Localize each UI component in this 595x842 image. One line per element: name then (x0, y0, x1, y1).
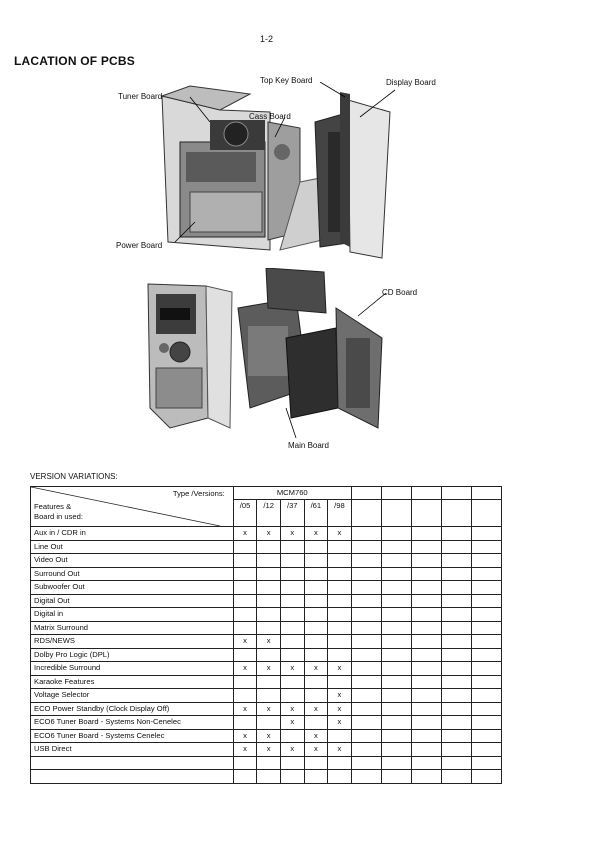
mark-cell (441, 648, 471, 662)
mark-cell (280, 621, 304, 635)
mark-cell (441, 729, 471, 743)
mark-cell: x (328, 702, 352, 716)
table-row (31, 594, 502, 608)
mark-cell (441, 635, 471, 649)
mark-cell (233, 540, 257, 554)
mark-cell (411, 621, 441, 635)
mark-cell (381, 581, 411, 595)
mark-cell (304, 716, 328, 730)
mark-cell: x (280, 527, 304, 541)
mark-cell (233, 581, 257, 595)
mark-cell (280, 581, 304, 595)
mark-cell (471, 743, 501, 757)
mark-cell (411, 743, 441, 757)
mark-cell (328, 540, 352, 554)
mark-cell (411, 635, 441, 649)
mark-cell (411, 567, 441, 581)
mark-cell (441, 540, 471, 554)
mark-cell (471, 716, 501, 730)
mark-cell (351, 540, 381, 554)
empty-header-cell (441, 487, 471, 500)
mark-cell (257, 554, 281, 568)
mark-cell (441, 581, 471, 595)
mark-cell (328, 648, 352, 662)
mark-cell (381, 567, 411, 581)
feature-cell: Karaoke Features (31, 675, 234, 689)
mark-cell (257, 756, 281, 770)
feature-cell: Digital in (31, 608, 234, 622)
pcb-location-photo-1 (150, 82, 410, 260)
mark-cell (257, 567, 281, 581)
mark-cell: x (233, 635, 257, 649)
mark-cell (381, 662, 411, 676)
mark-cell (441, 770, 471, 784)
mark-cell (280, 635, 304, 649)
table-header-corner (31, 487, 234, 527)
version-variations-title: VERSION VARIATIONS: (30, 472, 118, 481)
feature-cell: Matrix Surround (31, 621, 234, 635)
main-board-label: Main Board (288, 441, 329, 450)
mark-cell (411, 554, 441, 568)
mark-cell (471, 594, 501, 608)
mark-cell (233, 594, 257, 608)
mark-cell (471, 662, 501, 676)
mark-cell (441, 527, 471, 541)
mark-cell (280, 567, 304, 581)
mark-cell (381, 608, 411, 622)
mark-cell (351, 729, 381, 743)
feature-cell: ECO6 Tuner Board - Systems Non-Cenelec (31, 716, 234, 730)
mark-cell (441, 675, 471, 689)
feature-cell: ECO Power Standby (Clock Display Off) (31, 702, 234, 716)
mark-cell (233, 554, 257, 568)
mark-cell (257, 689, 281, 703)
mark-cell (381, 743, 411, 757)
mark-cell (381, 635, 411, 649)
mark-cell (351, 621, 381, 635)
mark-cell (304, 594, 328, 608)
table-row (31, 743, 502, 757)
mark-cell (411, 689, 441, 703)
mark-cell (280, 729, 304, 743)
mark-cell (381, 621, 411, 635)
mark-cell (351, 567, 381, 581)
mark-cell (257, 540, 281, 554)
mark-cell (471, 689, 501, 703)
mark-cell (411, 540, 441, 554)
table-row (31, 608, 502, 622)
mark-cell (441, 608, 471, 622)
mark-cell (304, 581, 328, 595)
mark-cell (441, 743, 471, 757)
mark-cell (351, 702, 381, 716)
mark-cell (280, 554, 304, 568)
mark-cell (257, 581, 281, 595)
feature-cell (31, 756, 234, 770)
features-label: Features & Board in used: (34, 502, 83, 521)
mark-cell (441, 662, 471, 676)
mark-cell (411, 770, 441, 784)
mark-cell (411, 756, 441, 770)
mark-cell: x (233, 729, 257, 743)
mark-cell (381, 702, 411, 716)
mark-cell (328, 554, 352, 568)
table-row (31, 770, 502, 784)
mark-cell (351, 756, 381, 770)
mark-cell (351, 662, 381, 676)
mark-cell: x (328, 689, 352, 703)
types-versions-label: Type /Versions: (172, 489, 225, 498)
table-row (31, 621, 502, 635)
mark-cell (280, 675, 304, 689)
mark-cell (328, 770, 352, 784)
mark-cell (471, 729, 501, 743)
mark-cell (351, 594, 381, 608)
mark-cell: x (280, 702, 304, 716)
page-title: LACATION OF PCBS (14, 54, 135, 68)
mark-cell (257, 770, 281, 784)
feature-cell (31, 770, 234, 784)
mark-cell (351, 608, 381, 622)
feature-cell: Video Out (31, 554, 234, 568)
mark-cell (351, 648, 381, 662)
cd-board-label: CD Board (382, 288, 418, 297)
mark-cell (441, 756, 471, 770)
pcb-location-photo-2 (146, 268, 386, 438)
mark-cell (280, 540, 304, 554)
mark-cell (304, 621, 328, 635)
mark-cell: x (233, 662, 257, 676)
table-row (31, 540, 502, 554)
version-variations-table (30, 486, 502, 784)
feature-cell: USB Direct (31, 743, 234, 757)
mark-cell (471, 581, 501, 595)
version-code-cell: /05 (233, 500, 257, 527)
table-row (31, 702, 502, 716)
empty-header-cell (381, 487, 411, 500)
version-code-cell: /61 (304, 500, 328, 527)
mark-cell (471, 527, 501, 541)
mark-cell (471, 770, 501, 784)
mark-cell: x (328, 716, 352, 730)
mark-cell (441, 689, 471, 703)
model-header: MCM760 (233, 487, 351, 500)
mark-cell (328, 567, 352, 581)
version-code-cell (381, 500, 411, 527)
mark-cell (411, 594, 441, 608)
mark-cell (351, 635, 381, 649)
page-number: 1-2 (260, 34, 274, 44)
feature-cell: Surround Out (31, 567, 234, 581)
mark-cell (471, 540, 501, 554)
table-row (31, 527, 502, 541)
version-code-cell (411, 500, 441, 527)
mark-cell (381, 770, 411, 784)
mark-cell (328, 608, 352, 622)
mark-cell (471, 648, 501, 662)
mark-cell: x (257, 635, 281, 649)
mark-cell (257, 621, 281, 635)
table-row (31, 635, 502, 649)
mark-cell (257, 648, 281, 662)
mark-cell: x (233, 527, 257, 541)
feature-cell: Subwoofer Out (31, 581, 234, 595)
mark-cell (280, 770, 304, 784)
mark-cell: x (304, 527, 328, 541)
mark-cell (280, 648, 304, 662)
mark-cell (351, 675, 381, 689)
mark-cell (441, 567, 471, 581)
mark-cell (471, 635, 501, 649)
mark-cell (381, 716, 411, 730)
mark-cell: x (304, 662, 328, 676)
mark-cell (304, 689, 328, 703)
mark-cell (304, 554, 328, 568)
mark-cell (441, 554, 471, 568)
feature-cell: Voltage Selector (31, 689, 234, 703)
mark-cell (304, 770, 328, 784)
mark-cell (257, 716, 281, 730)
mark-cell (304, 540, 328, 554)
mark-cell (381, 689, 411, 703)
mark-cell (233, 756, 257, 770)
mark-cell (233, 770, 257, 784)
mark-cell (381, 527, 411, 541)
feature-cell: RDS/NEWS (31, 635, 234, 649)
mark-cell (257, 594, 281, 608)
mark-cell (233, 689, 257, 703)
mark-cell (471, 608, 501, 622)
feature-cell: Incredible Surround (31, 662, 234, 676)
mark-cell: x (233, 702, 257, 716)
mark-cell (351, 527, 381, 541)
mark-cell (381, 648, 411, 662)
empty-header-cell (411, 487, 441, 500)
cass-board-label: Cass Board (249, 112, 291, 121)
table-row (31, 648, 502, 662)
mark-cell (441, 702, 471, 716)
mark-cell (381, 729, 411, 743)
mark-cell (471, 621, 501, 635)
table-row (31, 554, 502, 568)
mark-cell (381, 756, 411, 770)
mark-cell (351, 689, 381, 703)
mark-cell (351, 716, 381, 730)
mark-cell (233, 608, 257, 622)
mark-cell (280, 756, 304, 770)
mark-cell (280, 689, 304, 703)
mark-cell: x (304, 729, 328, 743)
table-row (31, 689, 502, 703)
mark-cell: x (280, 662, 304, 676)
mark-cell: x (328, 743, 352, 757)
mark-cell (280, 608, 304, 622)
mark-cell (411, 729, 441, 743)
mark-cell (351, 554, 381, 568)
mark-cell (471, 554, 501, 568)
mark-cell (411, 581, 441, 595)
feature-cell: Dolby Pro Logic (DPL) (31, 648, 234, 662)
table-row (31, 729, 502, 743)
mark-cell (280, 594, 304, 608)
mark-cell (381, 540, 411, 554)
mark-cell (328, 581, 352, 595)
mark-cell (351, 770, 381, 784)
mark-cell (233, 648, 257, 662)
mark-cell: x (304, 743, 328, 757)
mark-cell (328, 594, 352, 608)
mark-cell (304, 648, 328, 662)
version-code-cell (351, 500, 381, 527)
mark-cell: x (280, 716, 304, 730)
mark-cell (351, 581, 381, 595)
mark-cell (441, 621, 471, 635)
mark-cell (257, 608, 281, 622)
mark-cell (328, 729, 352, 743)
mark-cell (441, 716, 471, 730)
table-row (31, 662, 502, 676)
mark-cell (304, 675, 328, 689)
table-row (31, 567, 502, 581)
mark-cell (304, 567, 328, 581)
version-code-cell (441, 500, 471, 527)
mark-cell (328, 635, 352, 649)
mark-cell (411, 662, 441, 676)
mark-cell (411, 702, 441, 716)
mark-cell (328, 675, 352, 689)
mark-cell: x (304, 702, 328, 716)
table-row (31, 581, 502, 595)
tuner-board-label: Tuner Board (118, 92, 163, 101)
mark-cell: x (280, 743, 304, 757)
mark-cell: x (257, 527, 281, 541)
mark-cell: x (257, 743, 281, 757)
table-row (31, 675, 502, 689)
mark-cell (351, 743, 381, 757)
mark-cell (411, 716, 441, 730)
mark-cell (471, 567, 501, 581)
version-code-cell: /37 (280, 500, 304, 527)
mark-cell: x (233, 743, 257, 757)
mark-cell (471, 756, 501, 770)
mark-cell (233, 716, 257, 730)
mark-cell (471, 675, 501, 689)
feature-cell: Aux in / CDR in (31, 527, 234, 541)
version-code-cell (471, 500, 501, 527)
mark-cell: x (257, 729, 281, 743)
feature-cell: Digital Out (31, 594, 234, 608)
mark-cell (257, 675, 281, 689)
table-row (31, 756, 502, 770)
mark-cell (411, 675, 441, 689)
mark-cell (471, 702, 501, 716)
mark-cell (233, 675, 257, 689)
mark-cell (328, 621, 352, 635)
mark-cell (233, 621, 257, 635)
feature-cell: ECO6 Tuner Board - Systems Cenelec (31, 729, 234, 743)
mark-cell (304, 756, 328, 770)
mark-cell (441, 594, 471, 608)
table-row (31, 716, 502, 730)
power-board-label: Power Board (116, 241, 163, 250)
mark-cell: x (328, 527, 352, 541)
mark-cell (381, 554, 411, 568)
version-code-cell: /98 (328, 500, 352, 527)
mark-cell: x (328, 662, 352, 676)
mark-cell (328, 756, 352, 770)
mark-cell (381, 675, 411, 689)
mark-cell (233, 567, 257, 581)
mark-cell (381, 594, 411, 608)
mark-cell (304, 635, 328, 649)
empty-header-cell (351, 487, 381, 500)
mark-cell (411, 648, 441, 662)
top-key-board-label: Top Key Board (260, 76, 313, 85)
mark-cell: x (257, 662, 281, 676)
display-board-label: Display Board (386, 78, 436, 87)
mark-cell (304, 608, 328, 622)
feature-cell: Line Out (31, 540, 234, 554)
version-code-cell: /12 (257, 500, 281, 527)
mark-cell: x (257, 702, 281, 716)
mark-cell (411, 527, 441, 541)
mark-cell (411, 608, 441, 622)
empty-header-cell (471, 487, 501, 500)
